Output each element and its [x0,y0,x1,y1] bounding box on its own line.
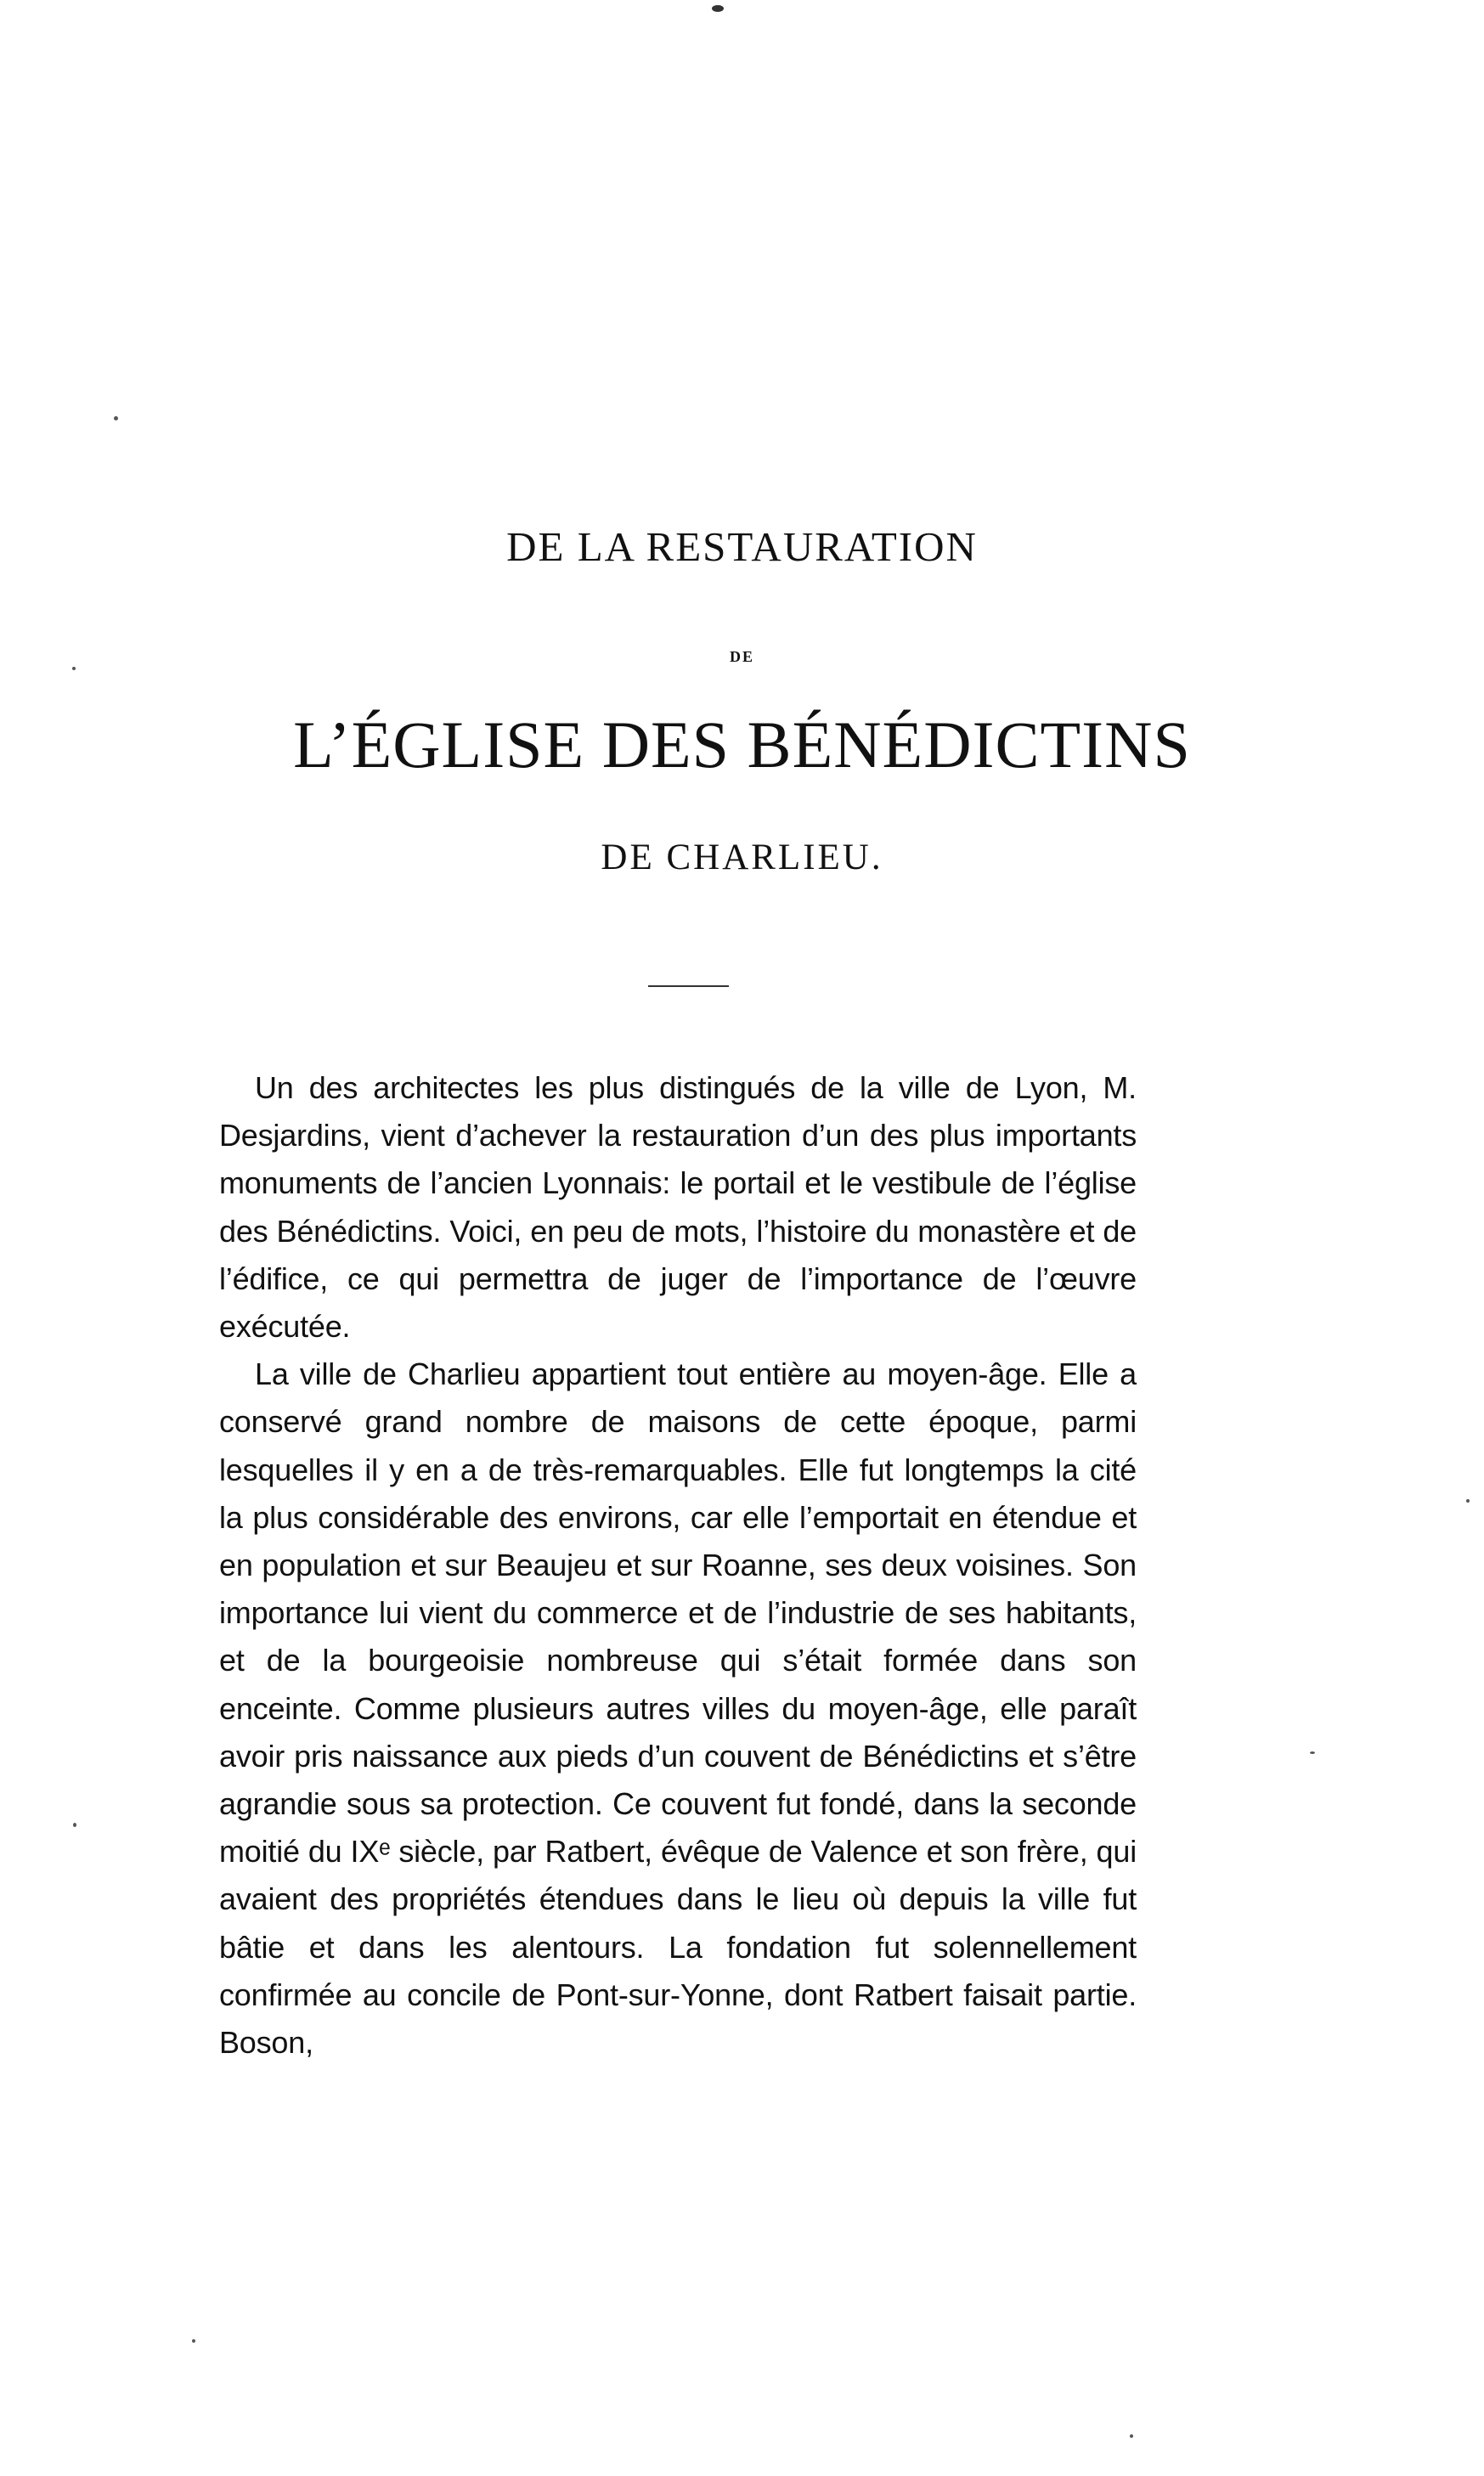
scan-speck [192,2339,195,2343]
paragraph-2: La ville de Charlieu appartient tout entière au moyen-âge. Elle a conservé grand nombre de maisons de cette époque, parmi lesquelles il y en a de très-remarquables. Elle fut longtemps la cité la plus considérable des environs, car elle l’emportait en étendue et en population et sur Beaujeu et sur Roanne, ses deux voisines. Son importance lui vient du commerce et de l’industrie de ses habitants, et de la bourgeoisie nombreuse qui s’était formée dans son enceinte. Comme plusieurs autres villes du moyen-âge, elle paraît avoir pris naissance aux pieds d’un couvent de Bénédictins et s’être agrandie sous sa protection. Ce couvent fut fondé, dans la seconde moitié du IXᵉ siècle, par Ratbert, évêque de Valence et son frère, qui avaient des propriétés étendues dans le lieu où depuis la ville fut bâtie et dans les alentours. La fondation fut solennellement confirmée au concile de Pont-sur-Yonne, dont Ratbert faisait partie. Boson, [219,1356,1137,2061]
body-text [219,1064,1137,2067]
scan-speck [73,1823,76,1827]
scan-speck [712,5,724,12]
scan-speck [72,667,76,670]
title-line-4: DE CHARLIEU. [601,838,883,877]
scan-speck [1130,2434,1133,2438]
scan-speck [114,416,118,420]
scan-speck [1466,1499,1470,1503]
title-line-2: DE [729,648,754,665]
title-line-1: DE LA RESTAURATION [506,523,978,570]
section-divider [648,985,729,987]
paragraph-1: Un des architectes les plus distingués de la ville de Lyon, M. Desjardins, vient d’achever la restauration d’un des plus importants monuments de l’ancien Lyonnais: le portail et le vestibule de l’église des Bénédictins. Voici, en peu de mots, l’histoire du monastère et de l’édifice, ce qui permettra de juger de l’importance de l’œuvre exécutée. [219,1070,1137,1345]
page-title: L’ÉGLISE DES BÉNÉDICTINS [293,708,1191,781]
scan-speck [1310,1751,1315,1754]
